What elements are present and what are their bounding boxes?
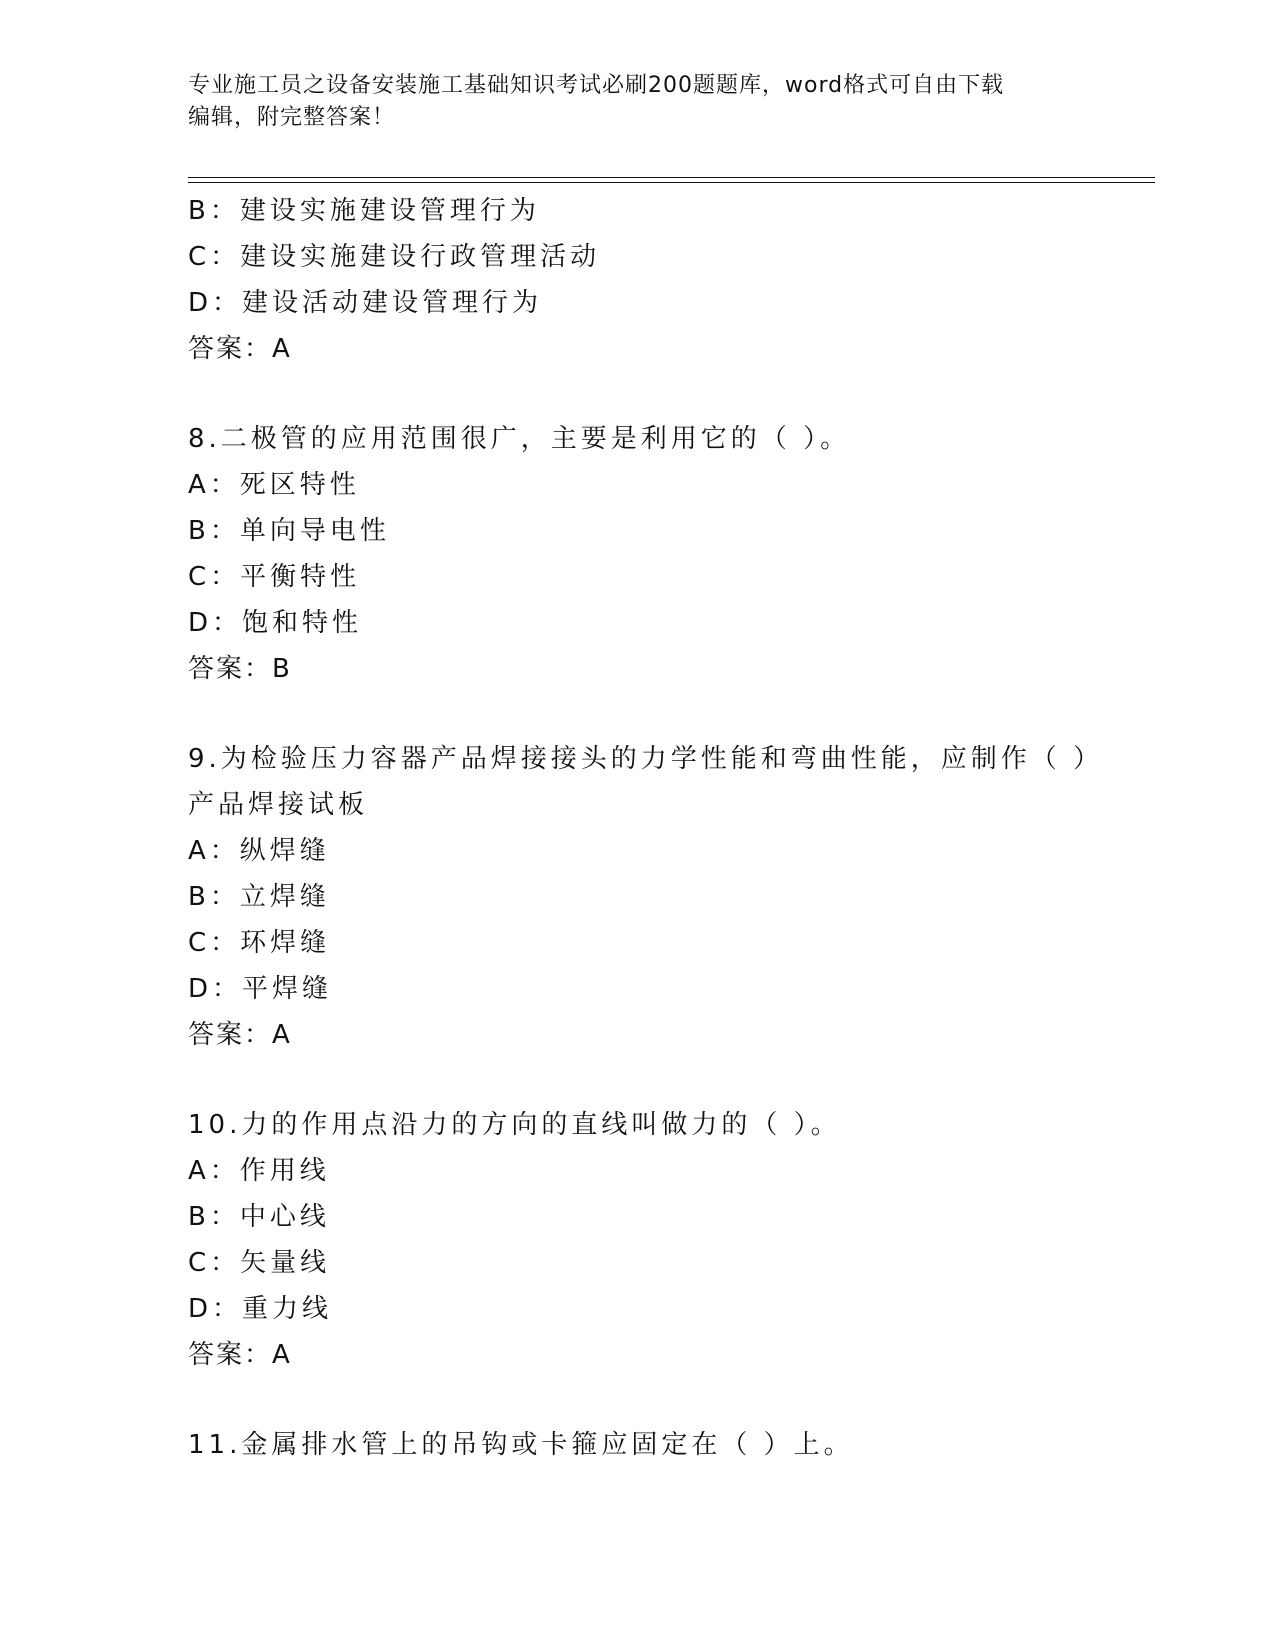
header-divider-top <box>188 177 1155 178</box>
option-b: B：立焊缝 <box>188 882 330 912</box>
option-d: D：建设活动建设管理行为 <box>188 288 543 318</box>
document-header <box>188 70 1088 134</box>
answer: 答案：B <box>188 654 292 684</box>
option-d: D：平焊缝 <box>188 974 333 1004</box>
question-10 <box>188 1102 1138 1378</box>
question-list <box>188 188 1138 1468</box>
question-stem: 11.金属排水管上的吊钩或卡箍应固定在（ ）上。 <box>188 1430 854 1460</box>
option-a: A：作用线 <box>188 1156 330 1186</box>
question-spacer <box>188 372 1138 416</box>
question-9 <box>188 736 1138 1058</box>
answer: 答案：A <box>188 334 292 364</box>
option-c: C：矢量线 <box>188 1248 331 1278</box>
header-title-line-2: 编辑，附完整答案！ <box>188 105 396 130</box>
option-b: B：建设实施建设管理行为 <box>188 196 540 226</box>
option-d: D：饱和特性 <box>188 608 363 638</box>
option-d: D：重力线 <box>188 1294 333 1324</box>
option-a: A：死区特性 <box>188 470 360 500</box>
question-stem: 8.二极管的应用范围很广，主要是利用它的（ ）。 <box>188 424 851 454</box>
answer: 答案：A <box>188 1340 292 1370</box>
question-spacer <box>188 1058 1138 1102</box>
option-c: C：建设实施建设行政管理活动 <box>188 242 601 272</box>
option-c: C：环焊缝 <box>188 928 331 958</box>
question-7-continued <box>188 188 1138 372</box>
answer: 答案：A <box>188 1020 292 1050</box>
question-spacer <box>188 692 1138 736</box>
option-a: A：纵焊缝 <box>188 836 330 866</box>
header-title-line-1: 专业施工员之设备安装施工基础知识考试必刷200题题库，word格式可自由下载 <box>188 73 1005 98</box>
question-11 <box>188 1422 1138 1468</box>
question-stem-line-1: 9.为检验压力容器产品焊接接头的力学性能和弯曲性能，应制作（ ） <box>188 744 1104 774</box>
question-8 <box>188 416 1138 692</box>
option-b: B：单向导电性 <box>188 516 390 546</box>
question-stem: 10.力的作用点沿力的方向的直线叫做力的（ ）。 <box>188 1110 841 1140</box>
question-stem-line-2: 产品焊接试板 <box>188 790 369 820</box>
option-c: C：平衡特性 <box>188 562 361 592</box>
question-spacer <box>188 1378 1138 1422</box>
option-b: B：中心线 <box>188 1202 330 1232</box>
header-divider-bottom <box>188 182 1155 183</box>
